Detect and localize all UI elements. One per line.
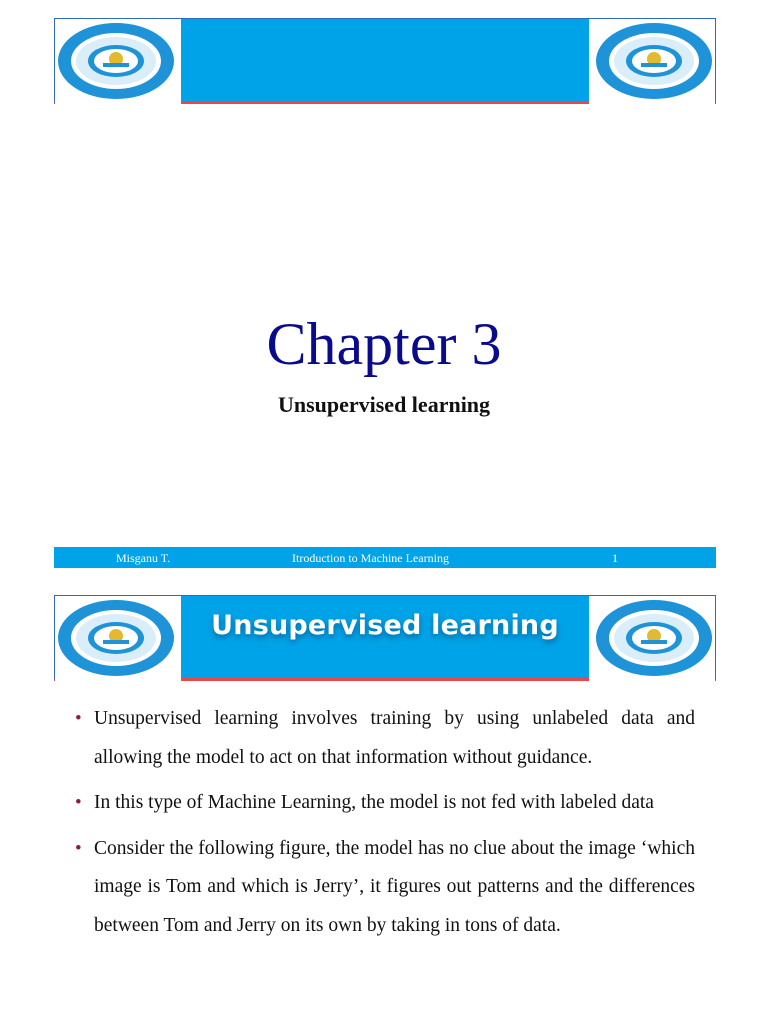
bullet-list — [75, 700, 695, 952]
bullet-dot-icon: • — [75, 708, 82, 729]
header-blue-panel — [181, 19, 589, 101]
footer-page-number: 1 — [612, 551, 618, 565]
bullet-text: Consider the following figure, the model has no clue about the image ‘which image is Tom and which is Jerry’, it figures out patterns and the differences between Tom and Jerry on its own by taking in tons of data. — [94, 837, 695, 936]
bullet-item — [75, 830, 695, 946]
bullet-dot-icon: • — [75, 837, 82, 859]
slide2-header-band — [54, 595, 716, 681]
footer-author: Misganu T. — [116, 551, 171, 565]
seal-icon — [55, 596, 181, 682]
university-logo-left — [55, 19, 181, 105]
bullet-item — [75, 700, 695, 777]
bullet-item — [75, 784, 695, 823]
slide2-title: Unsupervised learning — [211, 610, 559, 641]
header-blue-panel — [181, 596, 589, 678]
slide1-header-band — [54, 18, 716, 104]
seal-icon — [589, 596, 715, 682]
seal-icon — [55, 19, 181, 105]
chapter-subtitle: Unsupervised learning — [277, 392, 491, 417]
footer-course-title: Itroduction to Machine Learning — [292, 551, 449, 565]
bullet-text: Unsupervised learning involves training by using unlabeled data and allowing the model to act on that information without guidance. — [94, 708, 695, 768]
seal-icon — [589, 19, 715, 105]
university-logo-right — [589, 596, 715, 682]
university-logo-right — [589, 19, 715, 105]
bullet-text: In this type of Machine Learning, the model is not fed with labeled data — [94, 792, 654, 813]
slide-footer — [54, 547, 716, 568]
university-logo-left — [55, 596, 181, 682]
bullet-dot-icon: • — [75, 792, 82, 813]
chapter-title: Chapter 3 — [266, 311, 502, 377]
